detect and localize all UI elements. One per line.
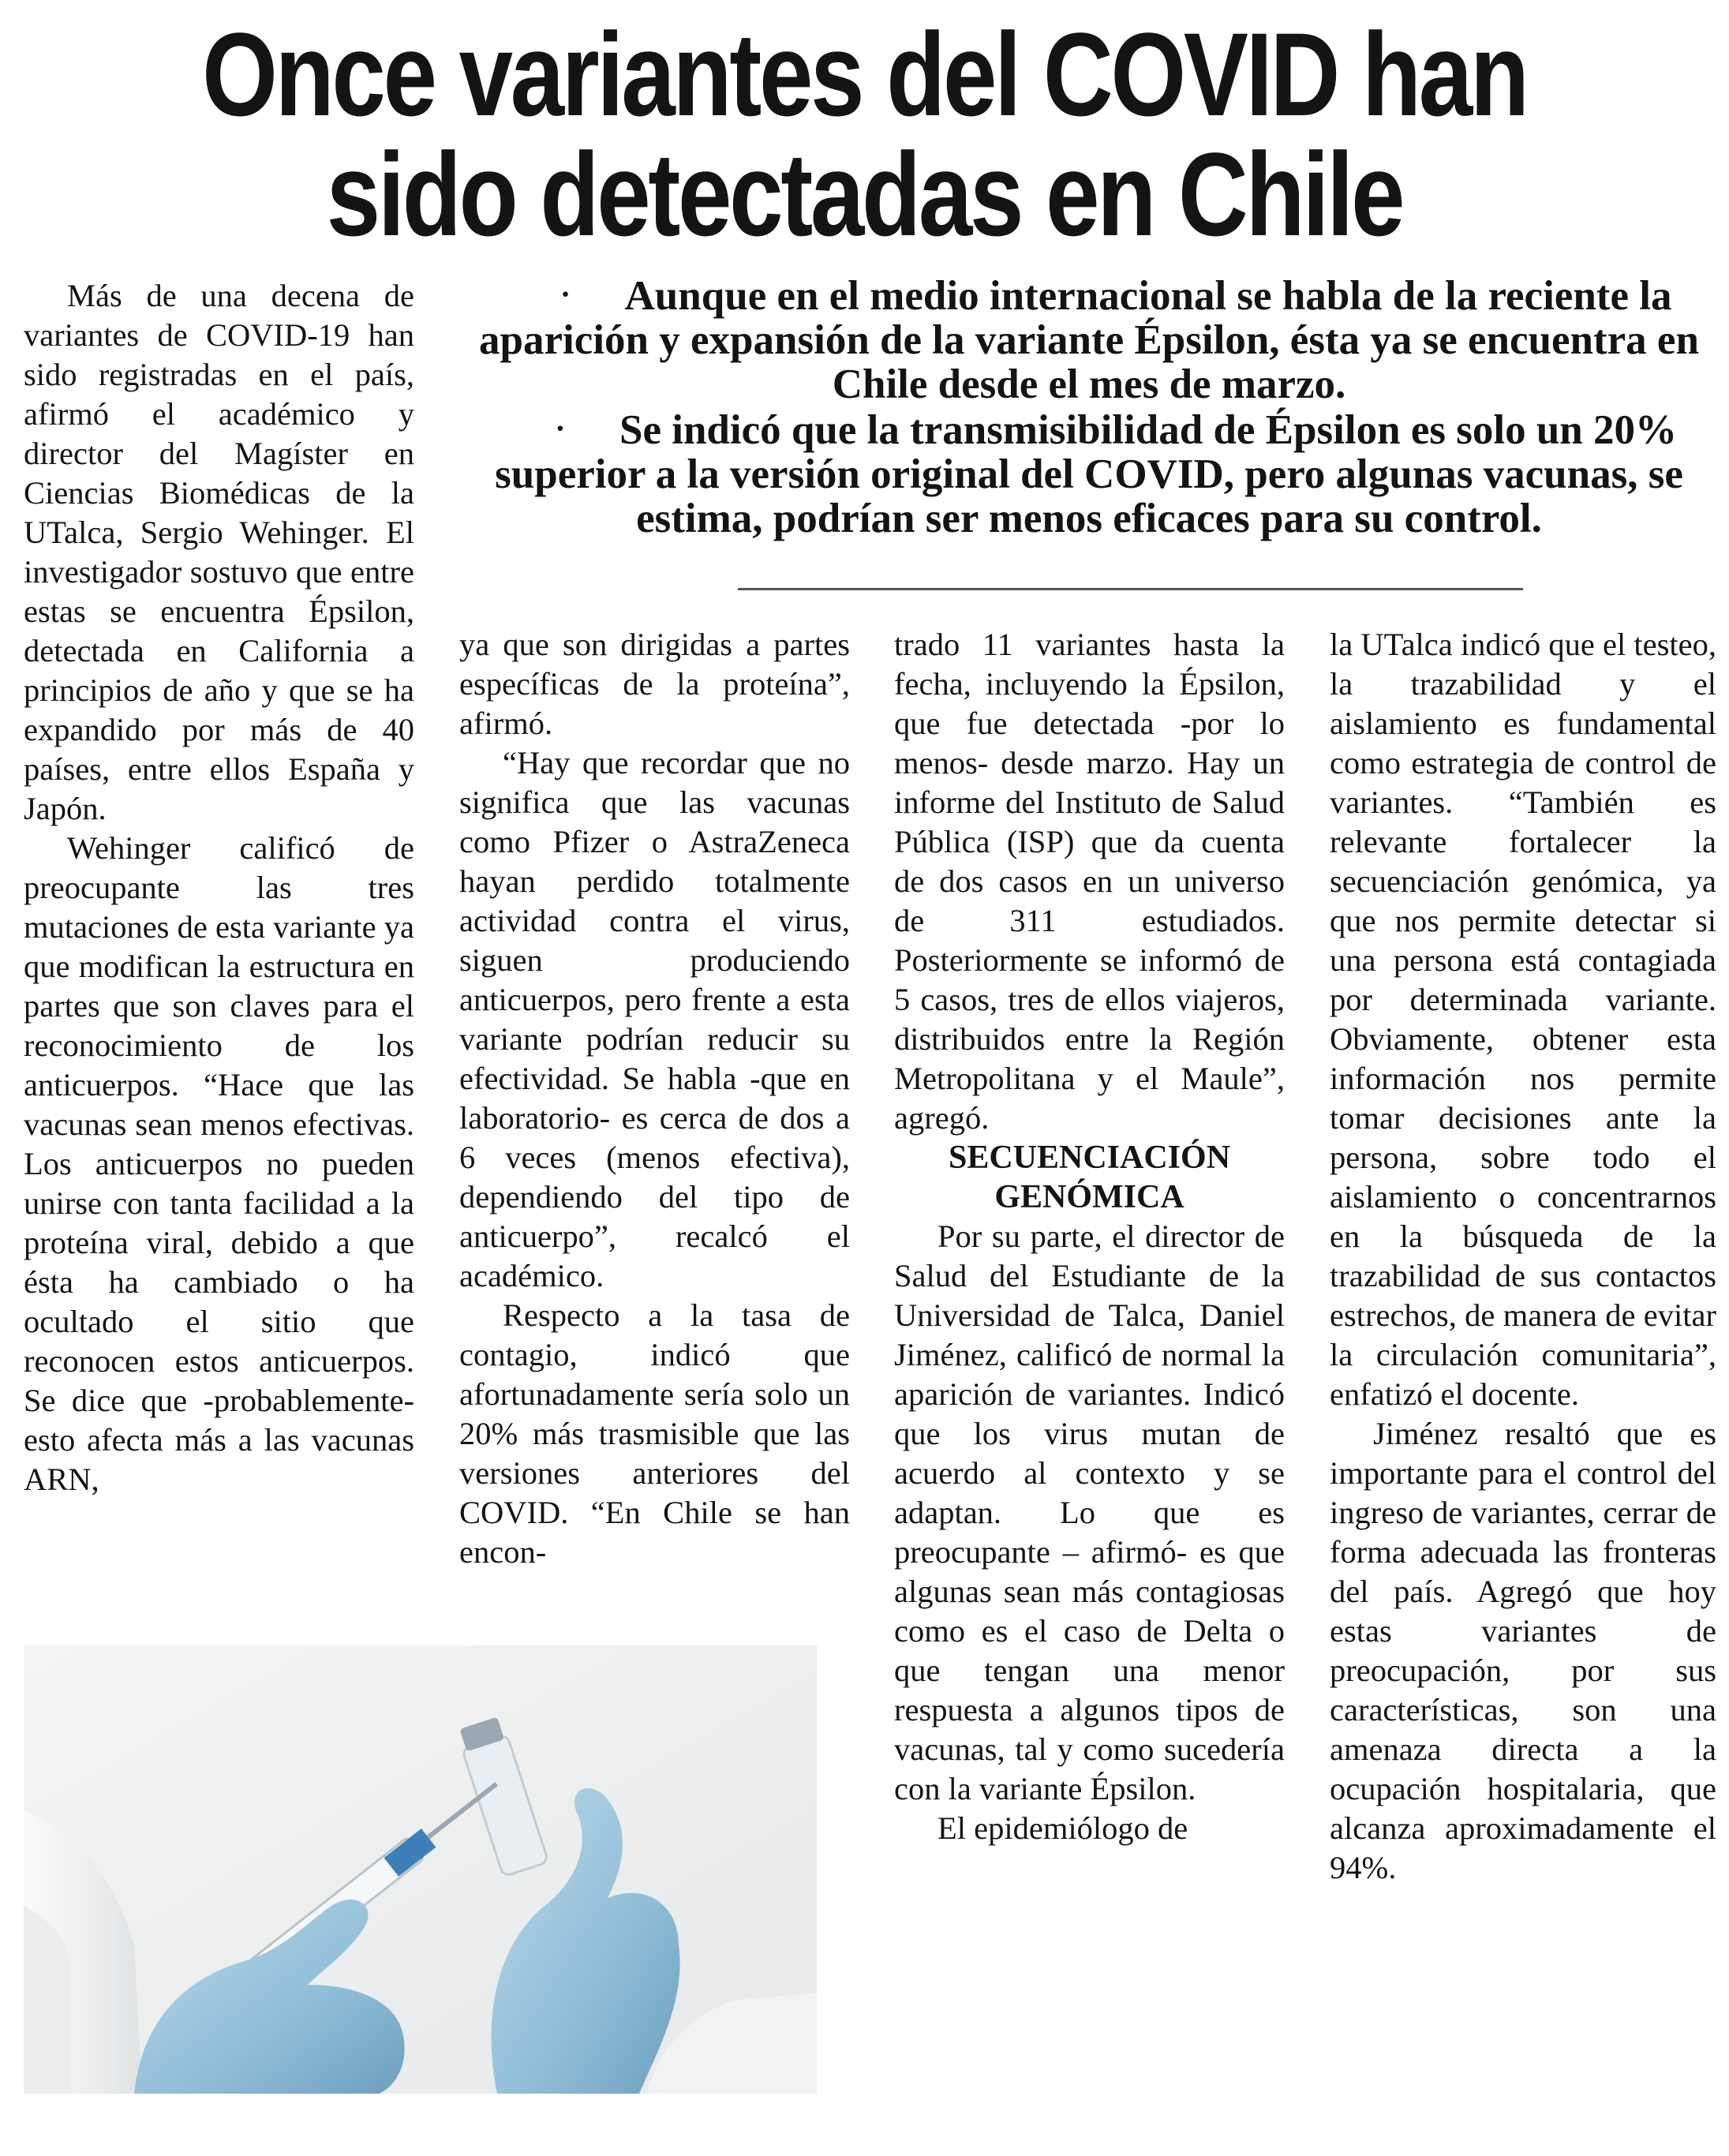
section-subhead: SECUENCIACIÓN GENÓMICA (948, 1140, 1231, 1215)
lead-divider (738, 588, 1523, 590)
vaccine-syringe-image (24, 1645, 817, 2094)
paragraph: ya que son dirigidas a partes específicas de la proteína”, afirmó. (459, 627, 850, 741)
lead-item-text: Se indicó que la transmisibilidad de Épsilon es solo un 20% superior a la versión original del COVID, pero algunas vacunas, se estima, podrían ser menos eficaces para su control. (495, 407, 1683, 541)
paragraph: Más de una decena de variantes de COVID-19 han sido registradas en el país, afirmó el académico y director del Magíster en Ciencias Biomédicas de la UTalca, Sergio Wehinger. El investigador sostuvo que entre estas se encuentra Épsilon, detectada en California a principios de año y que se ha expandido por más de 40 países, entre ellos España y Japón. (24, 278, 414, 826)
paragraph: la UTalca indicó que el testeo, la trazabilidad y el aislamiento es fundamental como estrategia de control de variantes. “También es relevante fortalecer la secuenciación genómica, ya que nos permite detectar si una persona está contagiada por determinada variante. Obviamente, obtener esta información nos permite tomar decisiones ante la persona, sobre todo el aislamiento o concentrarnos en la búsqueda de la trazabilidad de sus contactos estrechos, de manera de evitar la circulación comunitaria”, enfatizó el docente. (1330, 627, 1716, 1412)
lead-item-1 (462, 272, 1716, 406)
headline-line-2: sido detectadas en Chile (326, 128, 1403, 260)
vaccine-photo (24, 1645, 817, 2094)
column-2 (459, 625, 850, 1572)
bullet-icon: · (555, 410, 566, 446)
paragraph: trado 11 variantes hasta la fecha, incluyendo la Épsilon, que fue detectada -por lo menos- desde marzo. Hay un informe del Instituto de Salud Pública (ISP) que da cuenta de dos casos en un universo de 311 estudiados. Posteriormente se informó de 5 casos, tres de ellos viajeros, distribuidos entre la Región Metropolitana y el Maule”, agregó. (894, 627, 1285, 1136)
paragraph: Respecto a la tasa de contagio, indicó que afortunadamente sería solo un 20% más trasmisible que las versiones anteriores del COVID. “En Chile se han encon- (459, 1297, 850, 1570)
paragraph: “Hay que recordar que no significa que las vacunas como Pfizer o AstraZeneca hayan perdido totalmente actividad contra el virus, siguen produciendo anticuerpos, pero frente a esta variante podrían reducir su efectividad. Se habla -que en laboratorio- es cerca de dos a 6 veces (menos efectiva), dependiendo del tipo de anticuerpo”, recalcó el académico. (459, 745, 850, 1293)
lead-summary (462, 272, 1716, 541)
column-3 (894, 625, 1285, 1848)
paragraph: Por su parte, el director de Salud del Estudiante de la Universidad de Talca, Daniel Jiménez, calificó de normal la aparición de variantes. Indicó que los virus mutan de acuerdo al contexto y se adaptan. Lo que es preocupante – afirmó- es que algunas sean más contagiosas como es el caso de Delta o que tengan una menor respuesta a algunos tipos de vacunas, tal y como sucedería con la variante Épsilon. (894, 1218, 1285, 1806)
column-1 (24, 276, 414, 1499)
lead-item-text: Aunque en el medio internacional se habla de la reciente la aparición y expansión de la variante Épsilon, ésta ya se encuentra en Chile desde el mes de marzo. (479, 273, 1699, 407)
headline (155, 8, 1574, 260)
paragraph: Jiménez resaltó que es importante para el control del ingreso de variantes, cerrar de forma adecuada las fronteras del país. Agregó que hoy estas variantes de preocupación, por sus características, son una amenaza directa a la ocupación hospitalaria, que alcanza aproximadamente el 94%. (1330, 1416, 1716, 1885)
lead-item-2 (462, 406, 1716, 541)
column-4 (1330, 625, 1716, 1888)
paragraph: Wehinger calificó de preocupante las tres mutaciones de esta variante ya que modifican la estructura en partes que son claves para el reconocimiento de los anticuerpos. “Hace que las vacunas sean menos efectivas. Los anticuerpos no pueden unirse con tanta facilidad a la proteína viral, debido a que ésta ha cambiado o ha ocultado el sitio que reconocen estos anticuerpos. Se dice que -probablemente- esto afecta más a las vacunas ARN, (24, 830, 414, 1497)
paragraph: El epidemiólogo de (937, 1810, 1188, 1846)
bullet-icon: · (559, 276, 571, 312)
headline-line-1: Once variantes del COVID han (202, 8, 1527, 140)
